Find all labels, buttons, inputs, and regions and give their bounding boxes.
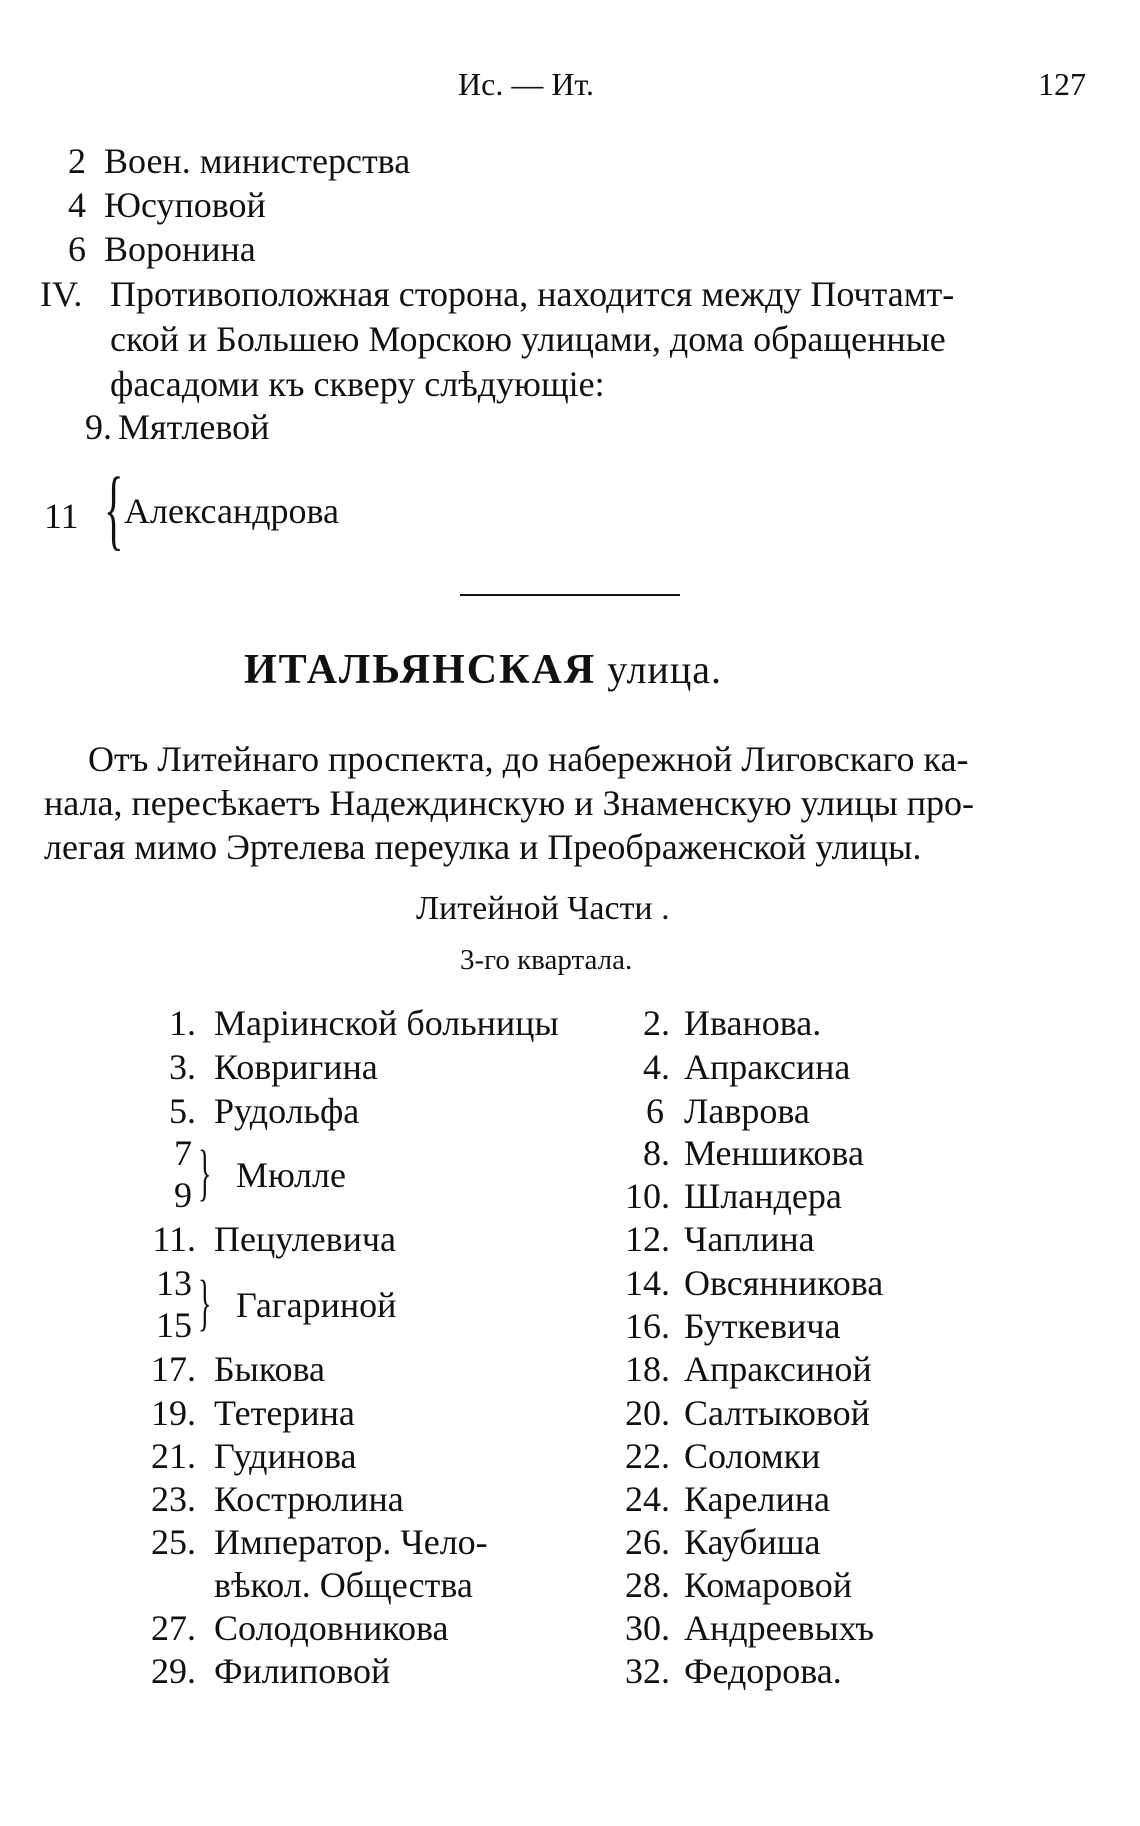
entry-number: 2 [68,141,86,181]
house-number: 6 [646,1091,664,1131]
house-owner: Овсянникова [684,1263,884,1303]
house-number: 30. [625,1608,670,1648]
part-heading: Литейной Части . [416,890,670,927]
house-owner: Мюлле [236,1155,346,1195]
house-owner: Соломки [684,1436,821,1476]
house-number: 16. [625,1306,670,1346]
entry-text: Воен. министерства [104,141,411,181]
description-line: легая мимо Эртелева переулка и Преображенской улицы. [44,827,922,867]
house-number: 27. [151,1608,196,1648]
house-owner: Иванова. [684,1003,822,1043]
house-number: 5. [169,1091,196,1131]
brace-icon: { [104,460,124,559]
brace-icon: } [198,1269,212,1337]
house-number: 20. [625,1393,670,1433]
house-owner: Кострюлина [214,1479,404,1519]
house-number: 2. [643,1003,670,1043]
house-owner: Гудинова [214,1436,357,1476]
section-text-line: фасадоми къ скверу слѣдующіе: [110,364,605,404]
house-number: 24. [625,1479,670,1519]
house-number: 9 [174,1175,192,1215]
section-title-rest: улица. [607,647,722,692]
house-number: 13 [156,1263,192,1303]
entry-text: Юсуповой [104,185,266,225]
section-title [244,646,722,694]
house-number: 21. [151,1436,196,1476]
section-text-line: Противоположная сторона, находится между Почтамт- [110,274,955,314]
house-owner: Комаровой [684,1565,853,1605]
house-owner: Пецулевича [214,1219,396,1259]
house-owner-continued: вѣкол. Общества [214,1565,473,1605]
running-head: Ис. — Ит. [458,66,594,102]
house-number: 26. [625,1522,670,1562]
house-number: 1. [169,1003,196,1043]
house-number: 15 [156,1305,192,1345]
divider [460,594,680,596]
house-owner: Рудольфа [214,1091,360,1131]
description-line: нала, пересѣкаетъ Надеждинскую и Знаменскую улицы про- [44,783,975,823]
brace-icon: } [198,1139,212,1207]
house-owner: Маріинской больницы [214,1003,559,1043]
house-owner: Шландера [684,1176,842,1216]
house-owner: Быкова [214,1349,326,1389]
house-owner: Ковригина [214,1047,378,1087]
house-owner: Салтыковой [684,1393,870,1433]
house-number: 23. [151,1479,196,1519]
house-owner: Чаплина [684,1219,815,1259]
section-text-line: ской и Большею Морскою улицами, дома обращенные [110,319,946,359]
entry-text: Александрова [124,491,340,531]
house-owner: Андреевыхъ [684,1608,874,1648]
house-number: 12. [625,1219,670,1259]
house-owner: Апраксина [684,1047,851,1087]
house-owner: Меншикова [684,1133,864,1173]
house-number: 22. [625,1436,670,1476]
house-owner: Солодовникова [214,1608,449,1648]
entry-number: 6 [68,229,86,269]
house-number: 7 [174,1133,192,1173]
house-owner: Филиповой [214,1651,391,1691]
house-owner: Тетерина [214,1393,355,1433]
page-number: 127 [1038,66,1086,102]
entry-number: 4 [68,185,86,225]
house-number: 19. [151,1393,196,1433]
house-owner: Буткевича [684,1306,841,1346]
house-number: 3. [169,1047,196,1087]
house-number: 17. [151,1349,196,1389]
entry-text: Воронина [104,229,256,269]
quarter-heading: 3-го квартала. [460,944,633,976]
house-owner: Гагариной [236,1285,397,1325]
house-number: 14. [625,1263,670,1303]
house-owner: Апраксиной [684,1349,872,1389]
house-owner: Федорова. [684,1651,842,1691]
house-number: 25. [151,1522,196,1562]
house-owner: Карелина [684,1479,830,1519]
entry-text: Мятлевой [118,407,270,447]
section-number: IV. [40,274,83,314]
house-number: 28. [625,1565,670,1605]
house-number: 10. [625,1176,670,1216]
house-number: 18. [625,1349,670,1389]
house-number: 8. [643,1133,670,1173]
section-title-street: ИТАЛЬЯНСКАЯ [244,647,597,693]
entry-number: 9. [85,407,112,447]
house-number: 32. [625,1651,670,1691]
house-number: 29. [151,1651,196,1691]
house-number: 4. [643,1047,670,1087]
house-owner: Император. Чело- [214,1522,488,1562]
house-owner: Каубиша [684,1522,821,1562]
house-number: 11. [152,1219,196,1259]
description-line: Отъ Литейнаго проспекта, до набережной Лиговскаго ка- [88,739,969,779]
entry-number: 11 [44,496,79,536]
house-owner: Лаврова [684,1091,810,1131]
